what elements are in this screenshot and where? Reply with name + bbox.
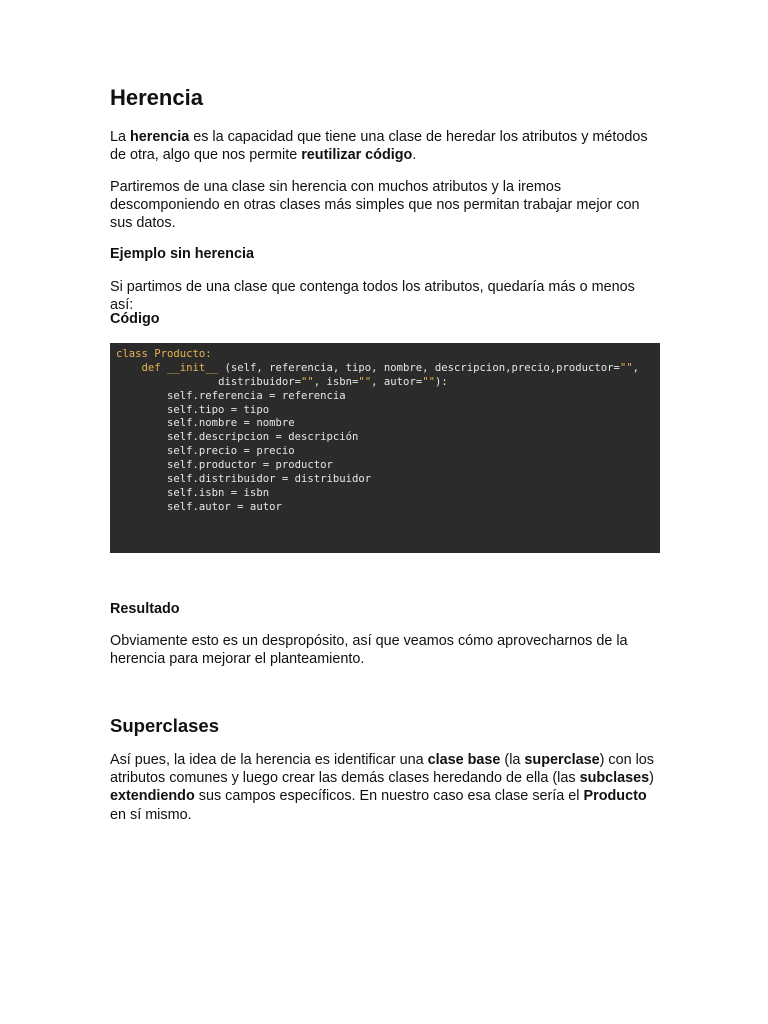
superclases-text: ) con los atributos comunes y luego crear las demás clases heredando de ella (las [110, 752, 654, 787]
section-heading-superclases: Superclases [110, 715, 220, 736]
code-text: distribuidor= [218, 375, 301, 388]
code-block [110, 343, 660, 553]
code-body-line: self.descripcion = descripción [116, 431, 359, 444]
intro-bold-herencia: herencia [130, 129, 190, 145]
superclases-bold: extendiendo [110, 788, 195, 805]
superclases-bold: Producto [583, 788, 647, 805]
code-body-line: self.nombre = nombre [116, 417, 295, 430]
code-text: (self, referencia, tipo, nombre, descripcion,precio,productor= [218, 361, 620, 374]
intro-paragraph-2: Partiremos de una clase sin herencia con muchos atributos y la iremos descomponiendo en otras clases más simples que nos permitan trabajar mejor con sus datos. [110, 179, 640, 232]
code-string: "" [422, 375, 435, 388]
superclases-text: sus campos específicos. En nuestro caso esa clase sería el [194, 788, 584, 805]
code-heading: Código [110, 311, 160, 327]
example-text: Si partimos de una clase que contenga todos los atributos, quedaría más o menos así: [110, 279, 635, 314]
code-body-line: self.productor = productor [116, 459, 333, 472]
superclases-bold: superclase [524, 752, 600, 768]
code-text: ): [434, 375, 448, 388]
code-text: , [632, 361, 640, 374]
code-string: "" [300, 375, 314, 388]
superclases-text: en sí mismo. [110, 806, 192, 823]
intro-text: La [110, 129, 131, 145]
superclases-text: Así pues, la idea de la herencia es identificar una [110, 752, 428, 768]
result-heading: Resultado [110, 601, 180, 617]
code-line [116, 362, 660, 376]
page-title: Herencia [110, 85, 203, 110]
code-body-line: self.isbn = isbn [116, 486, 270, 499]
intro-paragraph [110, 128, 660, 164]
code-text: , autor= [371, 375, 423, 388]
code-indent [116, 376, 218, 388]
code-indent [116, 362, 142, 374]
code-text: , isbn= [313, 375, 359, 388]
example-heading: Ejemplo sin herencia [110, 246, 254, 262]
code-line [116, 348, 660, 362]
code-body-line: self.precio = precio [116, 445, 295, 458]
superclases-text: ) [649, 770, 654, 787]
code-string: "" [619, 361, 633, 374]
code-body-line: self.distribuidor = distribuidor [116, 473, 372, 486]
intro-text: . [412, 147, 417, 164]
code-body-line: self.autor = autor [116, 500, 282, 513]
intro-text: es la capacidad que tiene una clase de heredar los atributos y métodos de otra, algo que nos permite [110, 129, 648, 164]
code-body-line: self.referencia = referencia [116, 389, 346, 402]
superclases-text: (la [500, 752, 525, 768]
result-text: Obviamente esto es un despropósito, así que veamos cómo aprovecharnos de la herencia para mejorar el planteamiento. [110, 633, 628, 668]
code-string: "" [358, 375, 372, 388]
code-body-line: self.tipo = tipo [116, 403, 270, 416]
code-class-keyword: class Producto: [116, 348, 212, 360]
code-def-keyword: def __init__ [141, 361, 219, 374]
code-line [116, 376, 660, 390]
superclases-bold: clase base [427, 752, 501, 768]
superclases-bold: subclases [579, 770, 650, 787]
intro-bold-reutilizar: reutilizar código [301, 147, 413, 164]
superclases-paragraph [110, 751, 660, 824]
